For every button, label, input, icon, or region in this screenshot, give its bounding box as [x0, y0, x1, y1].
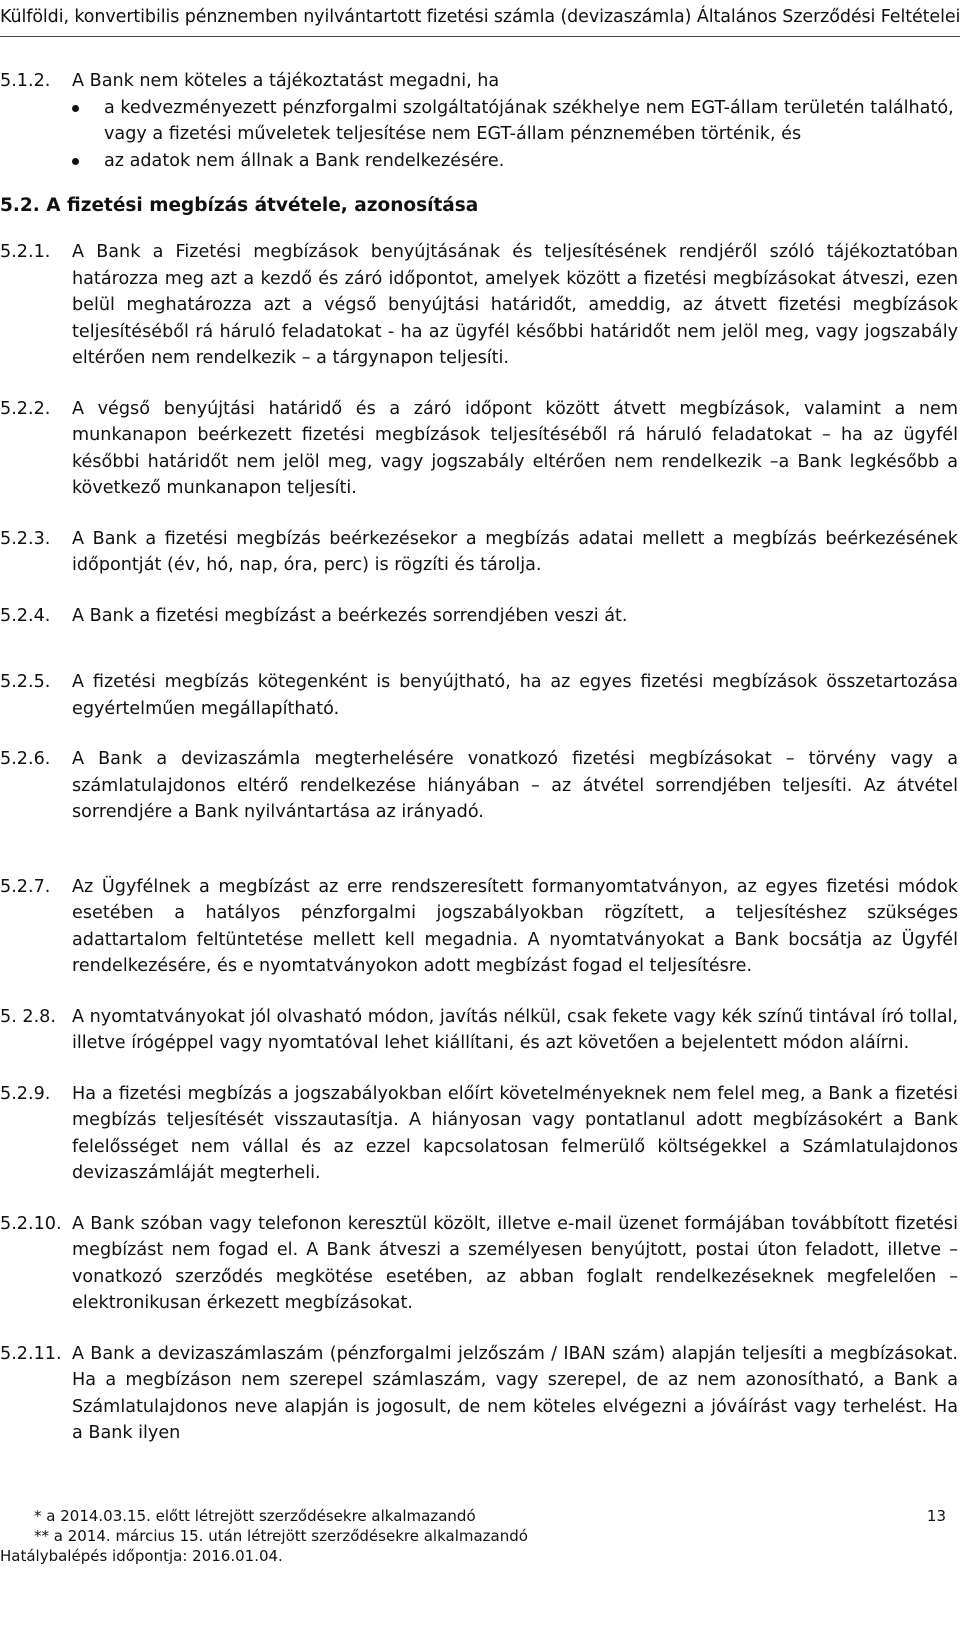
clause-number: 5. 2.8.: [0, 1006, 56, 1027]
clause-number: 5.2.9.: [0, 1083, 51, 1104]
page-footer: [0, 1506, 960, 1566]
clause-number: 5.2.2.: [0, 398, 51, 419]
clause-text: A Bank szóban vagy telefonon keresztül közölt, illetve e-mail üzenet formájában továbbított fizetési megbízást nem fogad el. A Bank átveszi a személyesen benyújtott, postai úton feladott, illetve – vonatkozó szerződés megkötése esetében, az abban foglalt rendelkezéseknek megfelelően – elektronikusan érkezett megbízásokat.: [72, 1213, 958, 1313]
clause-5-2-1: [0, 239, 958, 372]
footnote-1: * a 2014.03.15. előtt létrejött szerződésekre alkalmazandó: [34, 1507, 476, 1525]
clause-5-2-6: [0, 746, 958, 826]
clause-text: A Bank a devizaszámla megterhelésére vonatkozó fizetési megbízásokat – törvény vagy a számlatulajdonos eltérő rendelkezése hiányában – az átvétel sorrendjében teljesíti. Az átvétel sorrendjére a Bank nyilvántartása az irányadó.: [72, 749, 958, 822]
section-heading: 5.2. A fizetési megbízás átvétele, azonosítása: [0, 195, 479, 216]
clause-5-2-7: [0, 874, 958, 980]
page-header: Külföldi, konvertibilis pénznemben nyilvántartott fizetési számla (devizaszámla) Általános Szerződési Feltételei: [0, 7, 960, 27]
clause-text: A Bank a fizetési megbízás beérkezésekor a megbízás adatai mellett a megbízás beérkezésének időpontját (év, hó, nap, óra, perc) is rögzíti és tárolja.: [72, 528, 958, 575]
bullet-icon: [72, 158, 79, 165]
header-rule: [0, 36, 960, 37]
clause-text: A nyomtatványokat jól olvasható módon, javítás nélkül, csak fekete vagy kék színű tintával író tollal, illetve írógéppel vagy nyomtatóval lehet kiállítani, és azt követően a bejelentett módon aláírni.: [72, 1006, 958, 1053]
clause-number: 5.2.10.: [0, 1213, 62, 1234]
clause-5-2-4: [0, 603, 958, 630]
clause-text: A Bank nem köteles a tájékoztatást megadni, ha: [72, 71, 500, 91]
clause-5-2-10: [0, 1211, 958, 1317]
clause-number: 5.2.6.: [0, 749, 51, 769]
clause-text: A fizetési megbízás kötegenként is benyújtható, ha az egyes fizetési megbízások összetartozása egyértelműen megállapítható.: [72, 672, 958, 719]
bullet-icon: [72, 105, 79, 112]
clause-number: 5.2.7.: [0, 876, 51, 897]
bullet-item: [72, 148, 958, 175]
footnote-2: ** a 2014. március 15. után létrejött szerződésekre alkalmazandó: [34, 1527, 528, 1545]
bullet-item: [72, 95, 958, 148]
clause-text: Ha a fizetési megbízás a jogszabályokban előírt követelményeknek nem felel meg, a Bank a fizetési megbízás teljesítését visszautasítja. A hiányosan vagy pontatlanul adott megbízásokért a Bank felelősséget nem vállal és az ezzel kapcsolatosan felmerülő költségekkel a Számlatulajdonos devizaszámláját megterheli.: [72, 1083, 958, 1183]
document-body: [0, 68, 958, 1447]
clause-5-1-2: [0, 68, 958, 95]
clause-number: 5.2.11.: [0, 1343, 62, 1364]
effective-date: Hatálybalépés időpontja: 2016.01.04.: [0, 1547, 283, 1565]
bullet-list: [72, 95, 958, 175]
clause-text: A Bank a devizaszámlaszám (pénzforgalmi jelzőszám / IBAN szám) alapján teljesíti a megbízásokat. Ha a megbízáson nem szerepel számlaszám, vagy szerepel, de az nem azonosítható, a Bank a Számlatulajdonos neve alapján is jogosult, de nem köteles elvégezni a jóváírást vagy terhelést. Ha a Bank ilyen: [72, 1343, 958, 1443]
clause-text: A Bank a Fizetési megbízások benyújtásának és teljesítésének rendjéről szóló tájékoztatóban határozza meg azt a kezdő és záró időpontot, amelyek között a fizetési megbízásokat átveszi, ezen belül meghatározza azt a végső benyújtási határidőt, ameddig, az átvett fizetési megbízások teljesítéséből rá háruló feladatokat - ha az ügyfél későbbi határidőt nem jelöl meg, vagy jogszabály eltérően nem rendelkezik – a tárgynapon teljesíti.: [72, 242, 958, 368]
clause-number: 5.2.4.: [0, 605, 51, 626]
bullet-text: az adatok nem állnak a Bank rendelkezésére.: [104, 150, 505, 171]
clause-number: 5.1.2.: [0, 71, 51, 91]
bullet-text: a kedvezményezett pénzforgalmi szolgáltatójának székhelye nem EGT-állam területén található, vagy a fizetési műveletek teljesítése nem EGT-állam pénznemében történik, és: [104, 97, 954, 144]
clause-number: 5.2.1.: [0, 242, 51, 262]
clause-5-2-9: [0, 1081, 958, 1187]
clause-5-2-11: [0, 1341, 958, 1447]
clause-5-2-8: [0, 1004, 958, 1057]
clause-text: A végső benyújtási határidő és a záró időpont között átvett megbízások, valamint a nem munkanapon beérkezett fizetési megbízások teljesítéséből rá háruló feladatokat – ha az ügyfél későbbi határidőt nem jelöl meg, vagy jogszabály eltérően nem rendelkezik –a Bank legkésőbb a következő munkanapon teljesíti.: [72, 398, 958, 498]
clause-5-2-3: [0, 526, 958, 579]
clause-number: 5.2.5.: [0, 672, 51, 692]
page-number: 13: [926, 1507, 946, 1525]
clause-5-2-5: [0, 669, 958, 722]
clause-text: Az Ügyfélnek a megbízást az erre rendszeresített formanyomtatványon, az egyes fizetési módok esetében a hatályos pénzforgalmi jogszabályokban rögzített, a teljesítéshez szükséges adattartalom feltüntetése mellett kell megadnia. A nyomtatványokat a Bank bocsátja az Ügyfél rendelkezésére, és e nyomtatványokon adott megbízást fogad el teljesítésre.: [72, 876, 958, 976]
clause-text: A Bank a fizetési megbízást a beérkezés sorrendjében veszi át.: [72, 605, 628, 626]
clause-5-2-2: [0, 396, 958, 502]
clause-number: 5.2.3.: [0, 528, 51, 549]
